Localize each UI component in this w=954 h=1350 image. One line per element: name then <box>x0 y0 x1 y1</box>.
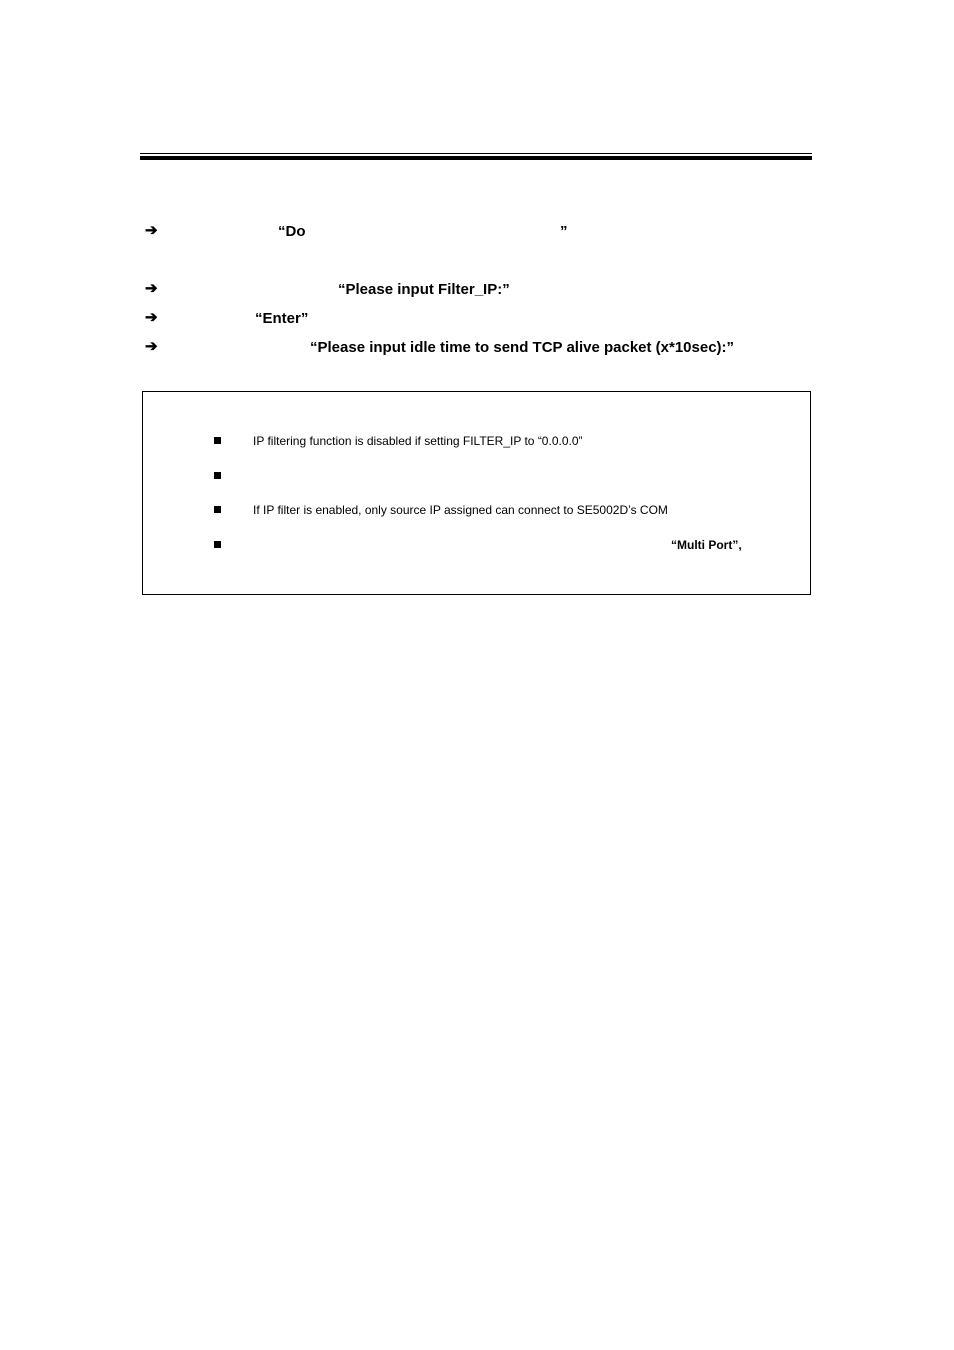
note-4-multi-port: “Multi Port”, <box>671 538 742 552</box>
step-1-quote-open: “Do <box>278 223 306 240</box>
note-box <box>142 391 811 595</box>
square-bullet-icon <box>214 541 221 548</box>
step-2-prompt: “Please input Filter_IP:” <box>338 281 510 298</box>
note-1: IP filtering function is disabled if setting FILTER_IP to “0.0.0.0” <box>253 434 583 448</box>
arrow-icon: ➔ <box>145 222 158 239</box>
arrow-icon: ➔ <box>145 309 158 326</box>
arrow-icon: ➔ <box>145 280 158 297</box>
square-bullet-icon <box>214 472 221 479</box>
header-rule-thick <box>140 156 812 160</box>
note-3: If IP filter is enabled, only source IP assigned can connect to SE5002D’s COM <box>253 503 668 517</box>
square-bullet-icon <box>214 437 221 444</box>
arrow-icon: ➔ <box>145 338 158 355</box>
step-4-prompt: “Please input idle time to send TCP alive packet (x*10sec):” <box>310 339 735 356</box>
header-rule-thin <box>140 153 812 154</box>
square-bullet-icon <box>214 506 221 513</box>
step-3-key: “Enter” <box>255 310 309 327</box>
step-1-quote-close: ” <box>560 223 568 240</box>
